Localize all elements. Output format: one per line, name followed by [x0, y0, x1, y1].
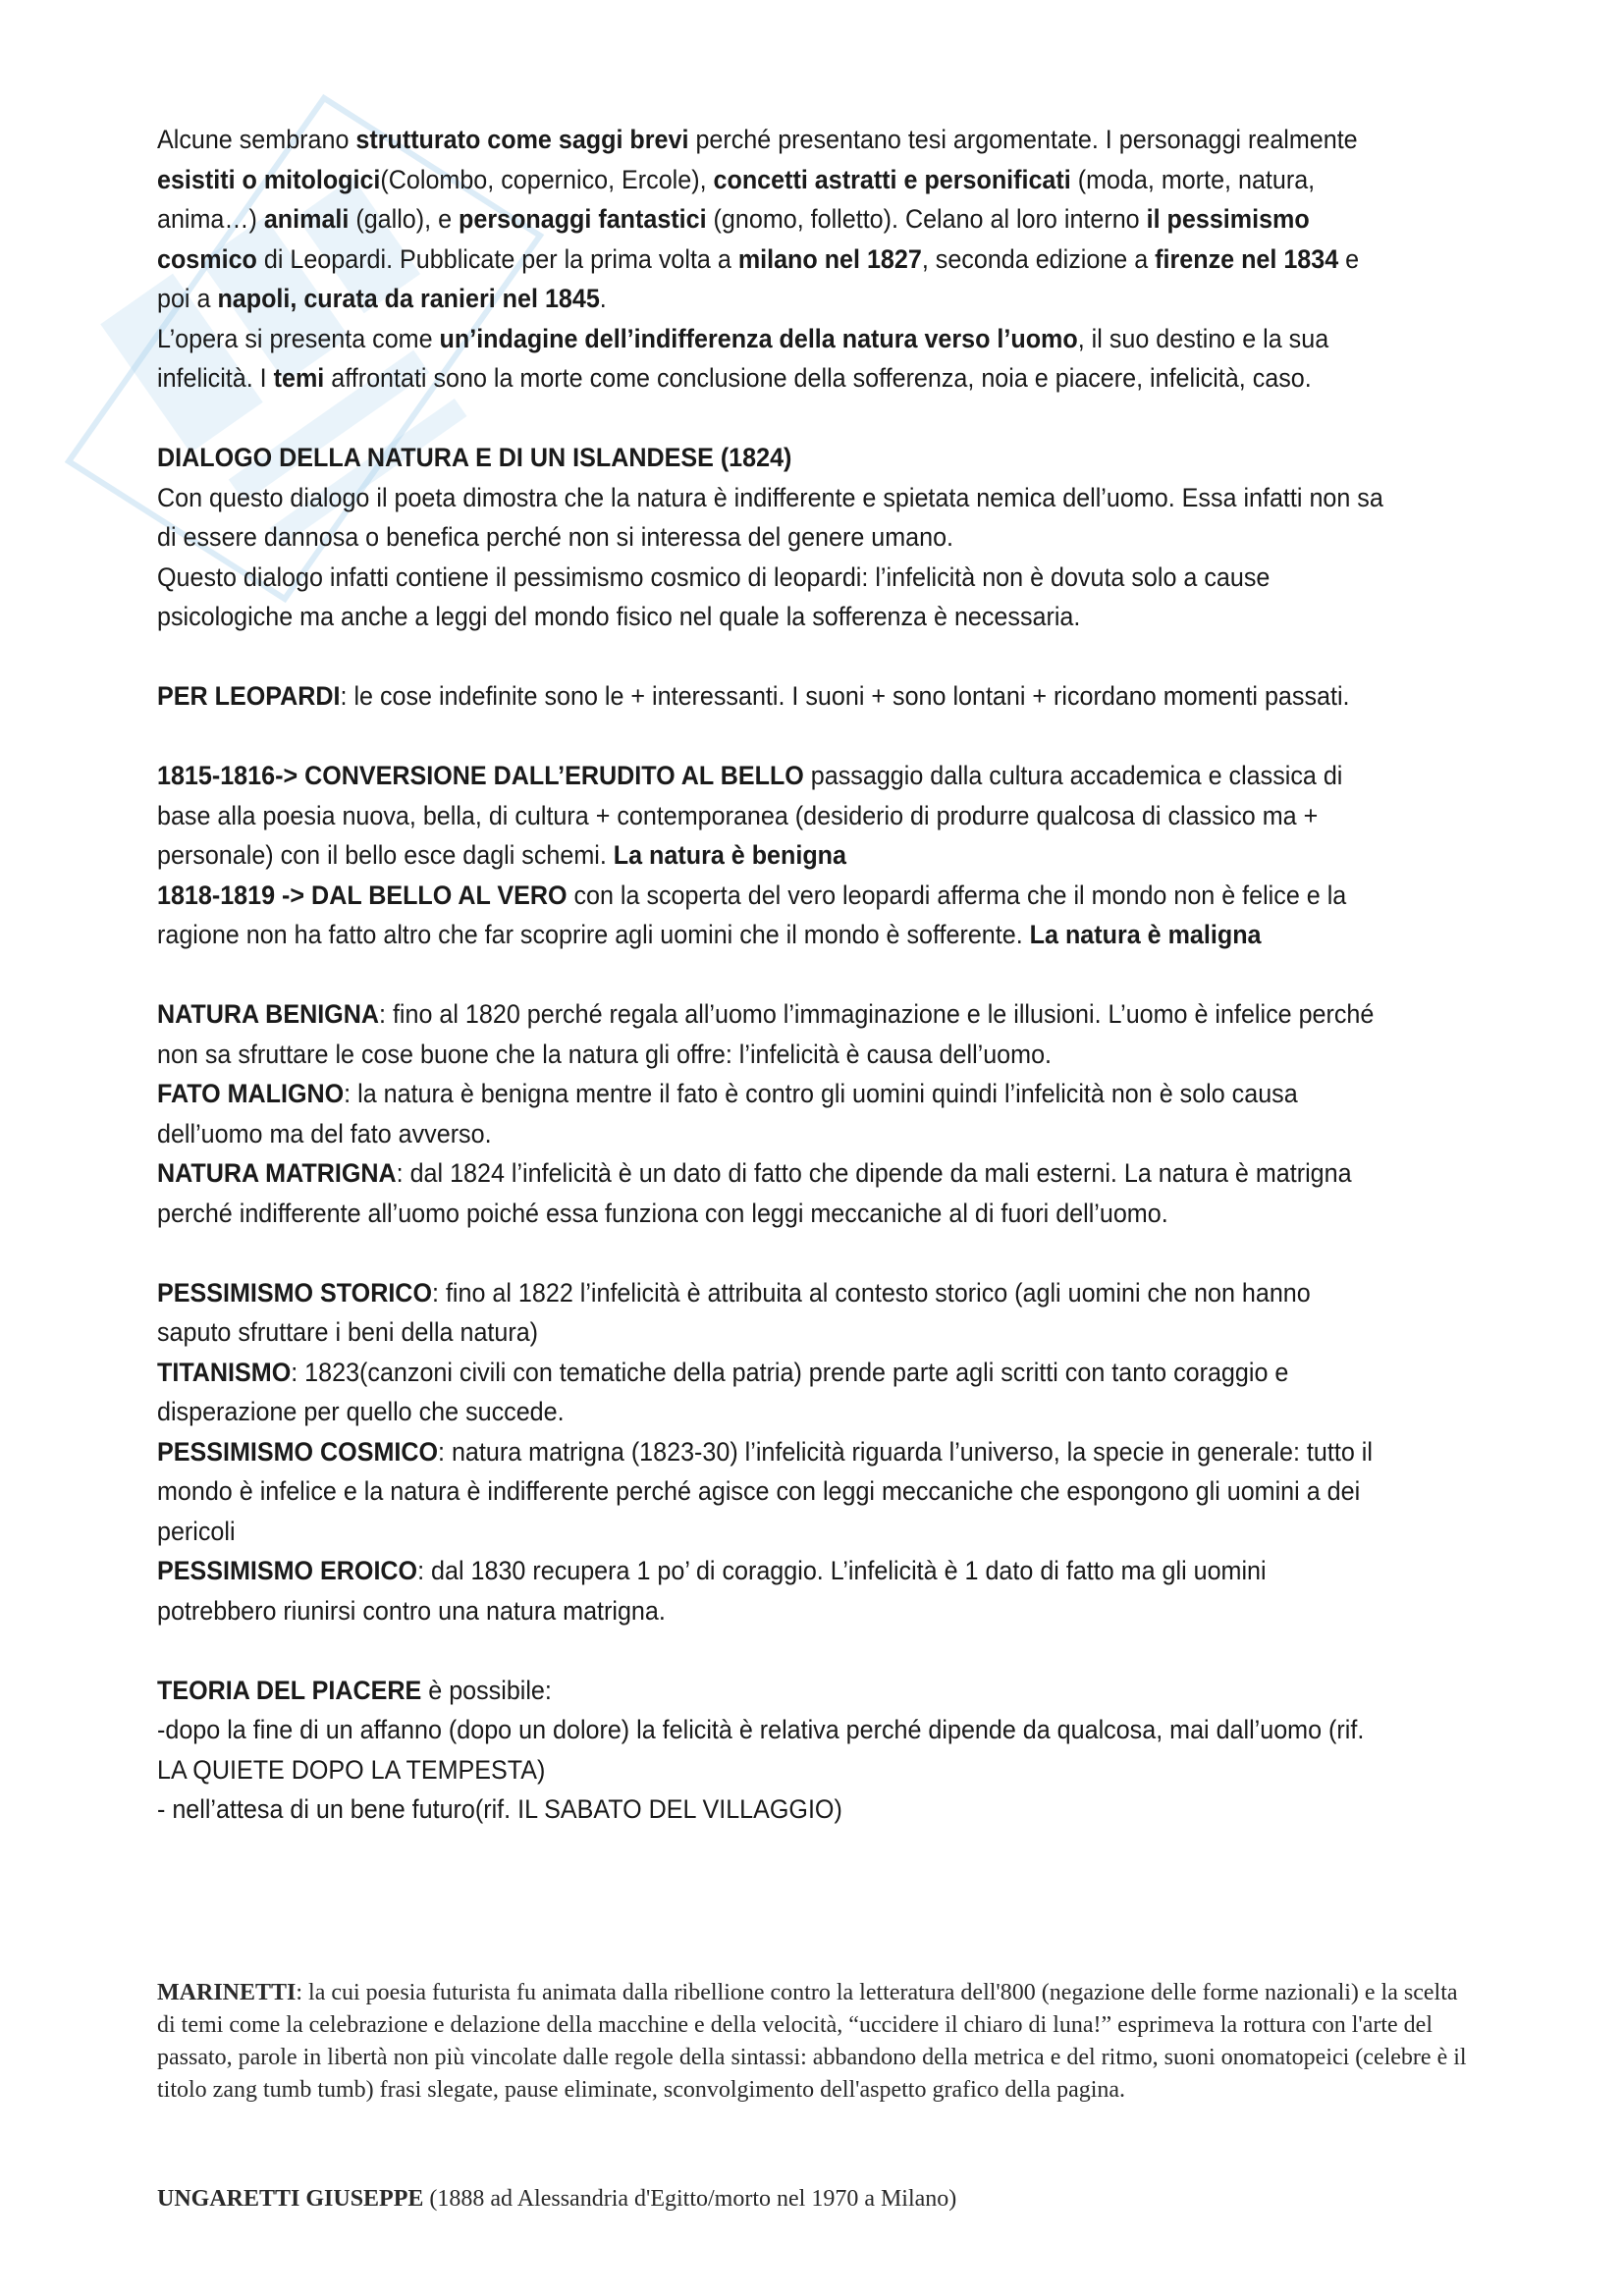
dialogo-heading: DIALOGO DELLA NATURA E DI UN ISLANDESE (1824) [157, 443, 792, 472]
dialogo-paragraph-2: Questo dialogo infatti contiene il pessimismo cosmico di leopardi: l’infelicità non è dovuta solo a cause psicologiche ma anche a leggi del mondo fisico nel quale la sofferenza è necessaria. [157, 561, 1271, 631]
marinetti-paragraph: MARINETTI: la cui poesia futurista fu animata dalla ribellione contro la letteratura dell'800 (negazione delle forme nazionali) e la scelta di temi come la celebrazione e delazione della macchine e della velocità, “uccidere il chiaro di luna!” esprimeva la rottura con l'arte del passato, parole in libertà non più vincolate dalle regole della sintassi: abbandono della metrica e del ritmo, suoni onomatopeici (celebre è il titolo zang tumb tumb) frasi slegate, pause eliminate, sconvolgimento dell'aspetto grafico della pagina. [157, 1980, 1467, 2103]
document-body [157, 120, 1390, 1830]
ungaretti-paragraph: UNGARETTI GIUSEPPE (1888 ad Alessandria d'Egitto/morto nel 1970 a Milano) [157, 2186, 957, 2212]
pessimismo-cosmico-paragraph: PESSIMISMO COSMICO: natura matrigna (1823-30) l’infelicità riguarda l’universo, la specie in generale: tutto il mondo è infelice e la natura è indifferente perché agisce con leggi meccaniche che espongono gli uomini a dei pericoli [157, 1436, 1373, 1546]
teoria-line-2: - nell’attesa di un bene futuro(rif. IL SABATO DEL VILLAGGIO) [157, 1794, 842, 1824]
teoria-line-1: -dopo la fine di un affanno (dopo un dolore) la felicità è relativa perché dipende da qualcosa, mai dall’uomo (rif. LA QUIETE DOPO LA TEMPESTA) [157, 1715, 1365, 1785]
intro-paragraph-1: Alcune sembrano strutturato come saggi brevi perché presentano tesi argomentate. I personaggi realmente esistiti o mitologici(Colombo, copernico, Ercole), concetti astratti e personificati (moda, morte, natura, anima…) animali (gallo), e personaggi fantastici (gnomo, folletto). Celano al loro interno il pessimismo cosmico di Leopardi. Pubblicate per la prima volta a milano nel 1827, seconda edizione a firenze nel 1834 e poi a napoli, curata da ranieri nel 1845. [157, 125, 1360, 313]
natura-benigna-paragraph: NATURA BENIGNA: fino al 1820 perché regala all’uomo l’immaginazione e le illusioni. L’uomo è infelice perché non sa sfruttare le cose buone che la natura gli offre: l’infelicità è causa dell’uomo. [157, 999, 1375, 1069]
intro-paragraph-2: L’opera si presenta come un’indagine dell’indifferenza della natura verso l’uomo, il suo destino e la sua infelicità. I temi affrontati sono la morte come conclusione della sofferenza, noia e piacere, infelicità, caso. [157, 323, 1329, 393]
teoria-heading: TEORIA DEL PIACERE è possibile: [157, 1675, 552, 1705]
dialogo-paragraph-1: Con questo dialogo il poeta dimostra che la natura è indifferente e spietata nemica dell’uomo. Essa infatti non sa di essere dannosa o benefica perché non si interessa del genere umano. [157, 482, 1383, 552]
conversione-paragraph: 1815-1816-> CONVERSIONE DALL’ERUDITO AL BELLO passaggio dalla cultura accademica e classica di base alla poesia nuova, bella, di cultura + contemporanea (desiderio di produrre qualcosa di classico ma + personale) con il bello esce dagli schemi. La natura è benigna [157, 761, 1343, 870]
natura-matrigna-paragraph: NATURA MATRIGNA: dal 1824 l’infelicità è un dato di fatto che dipende da mali esterni. La natura è matrigna perché indifferente all’uomo poiché essa funziona con leggi meccaniche al di fuori dell’uomo. [157, 1158, 1352, 1228]
fato-maligno-paragraph: FATO MALIGNO: la natura è benigna mentre il fato è contro gli uomini quindi l’infelicità non è solo causa dell’uomo ma del fato avverso. [157, 1079, 1298, 1148]
titanismo-paragraph: TITANISMO: 1823(canzoni civili con tematiche della patria) prende parte agli scritti con tanto coraggio e disperazione per quello che succede. [157, 1357, 1289, 1426]
per-leopardi-paragraph: PER LEOPARDI: le cose indefinite sono le + interessanti. I suoni + sono lontani + ricordano momenti passati. [157, 681, 1350, 711]
pessimismo-eroico-paragraph: PESSIMISMO EROICO: dal 1830 recupera 1 po’ di coraggio. L’infelicità è 1 dato di fatto ma gli uomini potrebbero riunirsi contro una natura matrigna. [157, 1556, 1267, 1626]
bello-vero-paragraph: 1818-1819 -> DAL BELLO AL VERO con la scoperta del vero leopardi afferma che il mondo non è felice e la ragione non ha fatto altro che far scoprire agli uomini che il mondo è sofferente. La natura è maligna [157, 880, 1347, 949]
pessimismo-storico-paragraph: PESSIMISMO STORICO: fino al 1822 l’infelicità è attribuita al contesto storico (agli uomini che non hanno saputo sfruttare i beni della natura) [157, 1277, 1311, 1347]
